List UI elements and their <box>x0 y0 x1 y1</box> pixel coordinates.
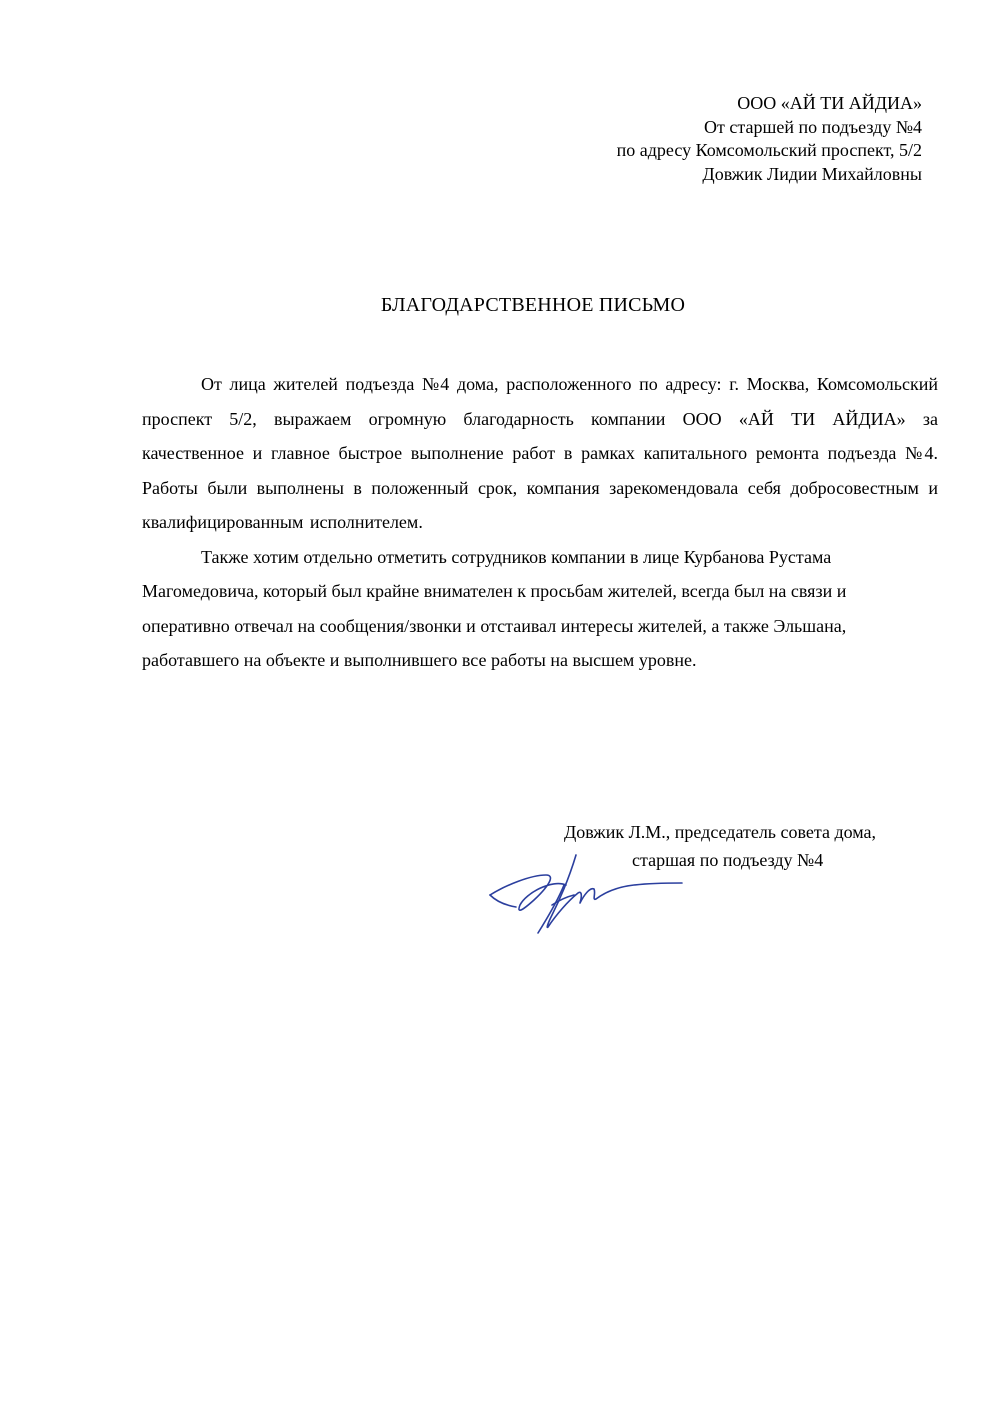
signatory-role: старшая по подъезду №4 <box>632 850 824 870</box>
paragraph-2-line: Магомедовича, который был крайне внимателен к просьбам жителей, всегда был на связи и <box>142 581 847 601</box>
sender-address: по адресу Комсомольский проспект, 5/2 <box>616 140 922 160</box>
letter-title: БЛАГОДАРСТВЕННОЕ ПИСЬМО <box>380 294 686 316</box>
sender-role: От старшей по подъезду №4 <box>704 116 922 137</box>
recipient-address-block <box>502 92 922 186</box>
signatory-name-title: Довжик Л.М., председатель совета дома, <box>564 822 877 842</box>
paragraph-1: От лица жителей подъезда №4 дома, расположенного по адресу: г. Москва, Комсомольский проспект 5/2, выражаем огромную благодарность компании ООО «АЙ ТИ АЙДИА» за качественное и главное быстрое выполнение работ в рамках капитального ремонта подъезда №4. Работы были выполнены в положенный срок, компания зарекомендовала себя добросовестным и квалифицированным исполнителем. <box>142 374 938 532</box>
paragraph-2-line: работавшего на объекте и выполнившего все работы на высшем уровне. <box>142 650 697 670</box>
paragraph-2-line: Также хотим отдельно отметить сотрудников компании в лице Курбанова Рустама <box>201 546 832 567</box>
handwritten-signature <box>486 845 686 940</box>
paragraph-2-line: оперативно отвечал на сообщения/звонки и отстаивал интересы жителей, а также Эльшана, <box>142 615 847 636</box>
recipient-company: ООО «АЙ ТИ АЙДИА» <box>737 93 922 113</box>
letter-body <box>142 367 938 678</box>
sender-name: Довжик Лидии Михайловны <box>702 163 922 184</box>
paragraph-2 <box>142 540 938 678</box>
